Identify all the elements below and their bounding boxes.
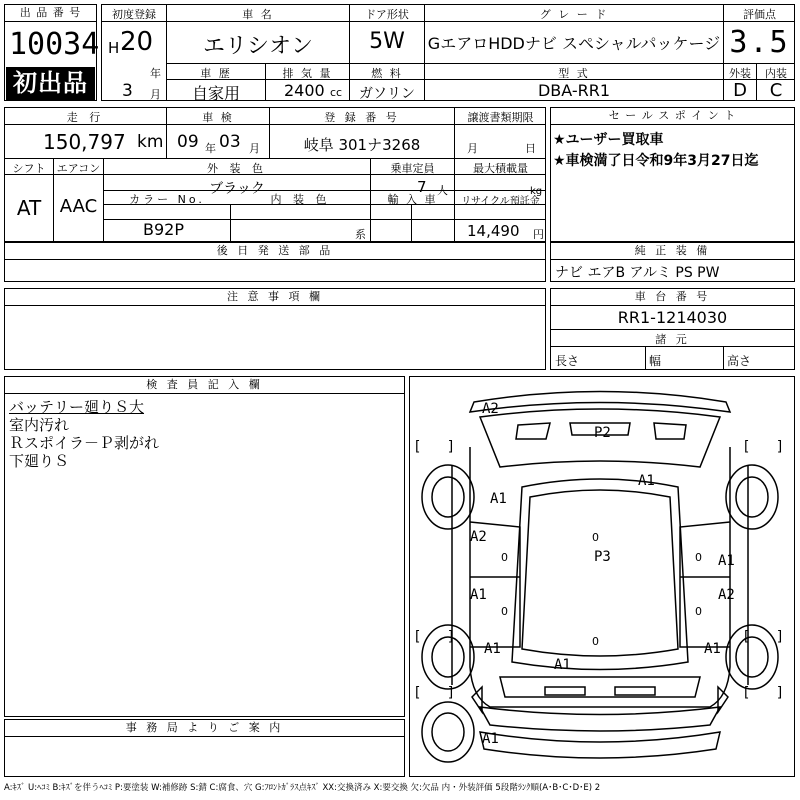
registration: 岐阜 301ナ3268	[303, 136, 421, 154]
bracket-open-3: [	[413, 629, 422, 645]
bracket-close-1: ]	[446, 439, 456, 455]
int-color-label: 内 装 色	[270, 193, 331, 206]
reg-month-unit: 月	[150, 88, 161, 101]
zero-6: 0	[592, 635, 599, 648]
bracket-open-5: [	[413, 685, 422, 701]
later-parts-box	[4, 242, 546, 282]
first-listing-badge	[6, 67, 95, 100]
first-reg-label: 初度登録	[112, 8, 156, 21]
color-no-label: カラー No.	[129, 193, 205, 206]
zero-4: 0	[695, 605, 702, 618]
color-no: B92P	[143, 220, 184, 239]
sales-points-label: セ ー ル ス ポ イ ン ト	[551, 108, 794, 125]
displacement-label: 排 気 量	[282, 67, 333, 80]
mark-left-front-door: A2	[470, 529, 487, 545]
bracket-open-6: [	[742, 685, 751, 701]
door-label: ドア形状	[365, 8, 409, 21]
interior-grade-label: 内装	[765, 67, 787, 80]
mark-hood: P2	[594, 425, 611, 441]
exterior-grade: D	[733, 80, 747, 101]
max-load-unit: kg	[530, 186, 543, 197]
damage-diagram	[409, 376, 795, 777]
inspector-line-4: 下廻りＳ	[9, 452, 70, 470]
car-name: エリシオン	[202, 34, 313, 59]
score-label: 評価点	[743, 8, 776, 21]
main-header-box	[101, 4, 795, 101]
transfer-day-unit: 日	[525, 142, 536, 155]
grade-label: グ レ ー ド	[539, 8, 609, 21]
mark-roof: P3	[594, 549, 611, 565]
lot-label: 出 品 番 号	[5, 5, 96, 22]
bracket-close-2: ]	[775, 439, 785, 455]
model-code: DBA-RR1	[537, 81, 611, 100]
mileage: 150,797	[43, 130, 126, 154]
model-code-label: 型 式	[558, 67, 590, 80]
lot-box	[4, 4, 100, 101]
lot-number: 10034	[9, 27, 100, 62]
inspection-label: 車 検	[202, 111, 234, 124]
inspection-month-unit: 月	[249, 142, 260, 155]
grade: GエアロHDDナビ スペシャルパッケージ	[427, 34, 721, 53]
bracket-close-6: ]	[775, 685, 785, 701]
int-color-unit: 系	[355, 228, 366, 241]
zero-3: 0	[695, 551, 702, 564]
width-label: 幅	[649, 354, 662, 368]
inspector-line-2: 室内汚れ	[9, 416, 70, 434]
equipment-value: ナビ エアB アルミ PS PW	[555, 265, 720, 281]
mark-back-door: A1	[554, 657, 571, 673]
shift-label: シフト	[12, 162, 46, 175]
exterior-grade-label: 外装	[729, 67, 751, 80]
mark-left-front-fender: A1	[490, 491, 507, 507]
mark-roof-front: A1	[638, 473, 655, 489]
capacity-unit: 人	[437, 184, 448, 197]
legend: A:ｷｽﾞ U:ﾍｺﾐ B:ｷｽﾞを伴うﾍｺﾐ P:要塗装 W:補修跡 S:錆 C:腐食、穴 G:ﾌﾛﾝﾄｶﾞﾗｽ点ｷｽﾞ XX:交換済み X:要交換 欠:欠品 内・外装評価 5段階ﾗﾝｸ順(A･B･C･D･E) 2	[4, 783, 601, 793]
bracket-close-4: ]	[775, 629, 785, 645]
equipment-label: 純 正 装 備	[551, 243, 794, 260]
reg-year: 20	[120, 27, 154, 57]
history: 自家用	[191, 84, 240, 103]
mark-right-front-door: A1	[718, 553, 735, 569]
ext-color: ブラック	[209, 181, 265, 197]
notes-box	[4, 288, 546, 370]
recycle-label: リサイクル預託金	[461, 196, 540, 207]
fuel-label: 燃 料	[371, 67, 403, 80]
reg-month: 3	[122, 81, 133, 101]
mark-left-rear-door: A1	[470, 587, 487, 603]
bracket-right-mid	[742, 629, 784, 645]
zero-1: 0	[501, 551, 508, 564]
fuel: ガソリン	[359, 86, 415, 102]
displacement-unit: cc	[330, 86, 343, 99]
details-box	[4, 107, 546, 242]
history-label: 車 歴	[200, 67, 232, 80]
inspector-line-1: バッテリー廻りＳ大	[9, 398, 145, 416]
reg-year-unit: 年	[150, 67, 161, 80]
bracket-right-bottom	[742, 685, 784, 701]
zero-5: 0	[592, 531, 599, 544]
chassis-number: RR1-1214030	[617, 308, 728, 327]
mark-front-bumper: A2	[482, 401, 499, 417]
recycle: 14,490	[467, 222, 520, 240]
sales-points-box	[550, 107, 795, 242]
door-type: 5W	[369, 29, 405, 54]
inspection-year-unit: 年	[205, 142, 216, 155]
bracket-open-1: [	[413, 439, 422, 455]
max-load-label: 最大積載量	[473, 162, 528, 175]
shift: AT	[16, 196, 42, 220]
reg-era: H	[108, 39, 120, 57]
bracket-close-3: ]	[446, 629, 456, 645]
mark-right-rear-fender: A1	[704, 641, 721, 657]
bracket-left-top	[413, 439, 455, 455]
mark-left-rear-fender: A1	[484, 641, 501, 657]
office-box	[4, 719, 405, 777]
bracket-open-2: [	[742, 439, 751, 455]
notes-label: 注 意 事 項 欄	[5, 289, 545, 306]
zero-2: 0	[501, 605, 508, 618]
sales-point-line-2: ★車検満了日令和9年3月27日迄	[553, 153, 759, 169]
capacity-label: 乗車定員	[390, 162, 435, 175]
bracket-close-5: ]	[446, 685, 456, 701]
equipment-box	[550, 242, 795, 282]
capacity: 7	[417, 178, 427, 196]
import-label: 輸 入 車	[387, 193, 438, 206]
mileage-label: 走 行	[66, 111, 105, 124]
height-label: 高さ	[727, 354, 752, 368]
displacement: 2400	[284, 81, 325, 100]
ac: AAC	[59, 196, 98, 217]
chassis-label: 車 台 番 号	[551, 289, 794, 306]
length-label: 長さ	[555, 354, 580, 368]
bracket-right-top	[742, 439, 784, 455]
sales-point-line-1: ★ユーザー買取車	[553, 132, 664, 148]
inspection-year: 09	[177, 132, 199, 152]
later-parts-label: 後 日 発 送 部 品	[5, 243, 545, 260]
mileage-unit: km	[137, 132, 164, 152]
car-name-label: 車 名	[242, 8, 274, 21]
transfer-month-unit: 月	[467, 142, 478, 155]
bracket-open-4: [	[742, 629, 751, 645]
mark-rear-bumper: A1	[482, 731, 499, 747]
inspector-box	[4, 376, 405, 717]
transfer-label: 譲渡書類期限	[467, 111, 534, 124]
inspection-month: 03	[219, 132, 241, 152]
first-listing-text: 初出品	[13, 69, 88, 97]
dimensions-label: 諸 元	[655, 333, 690, 346]
registration-label: 登 録 番 号	[324, 111, 400, 124]
inspector-line-3: Ｒスポイラ－Ｐ剥がれ	[9, 434, 160, 452]
recycle-unit: 円	[533, 228, 544, 241]
bracket-left-mid	[413, 629, 455, 645]
inspector-label: 検 査 員 記 入 欄	[5, 377, 404, 394]
ext-color-label: 外 装 色	[207, 162, 267, 175]
ac-label: エアコン	[56, 162, 101, 175]
office-label: 事 務 局 よ り ご 案 内	[5, 720, 404, 737]
mark-right-rear-door: A2	[718, 587, 735, 603]
bracket-left-bottom	[413, 685, 455, 701]
chassis-box	[550, 288, 795, 370]
interior-grade: C	[769, 80, 783, 101]
score: 3.5	[729, 25, 790, 60]
